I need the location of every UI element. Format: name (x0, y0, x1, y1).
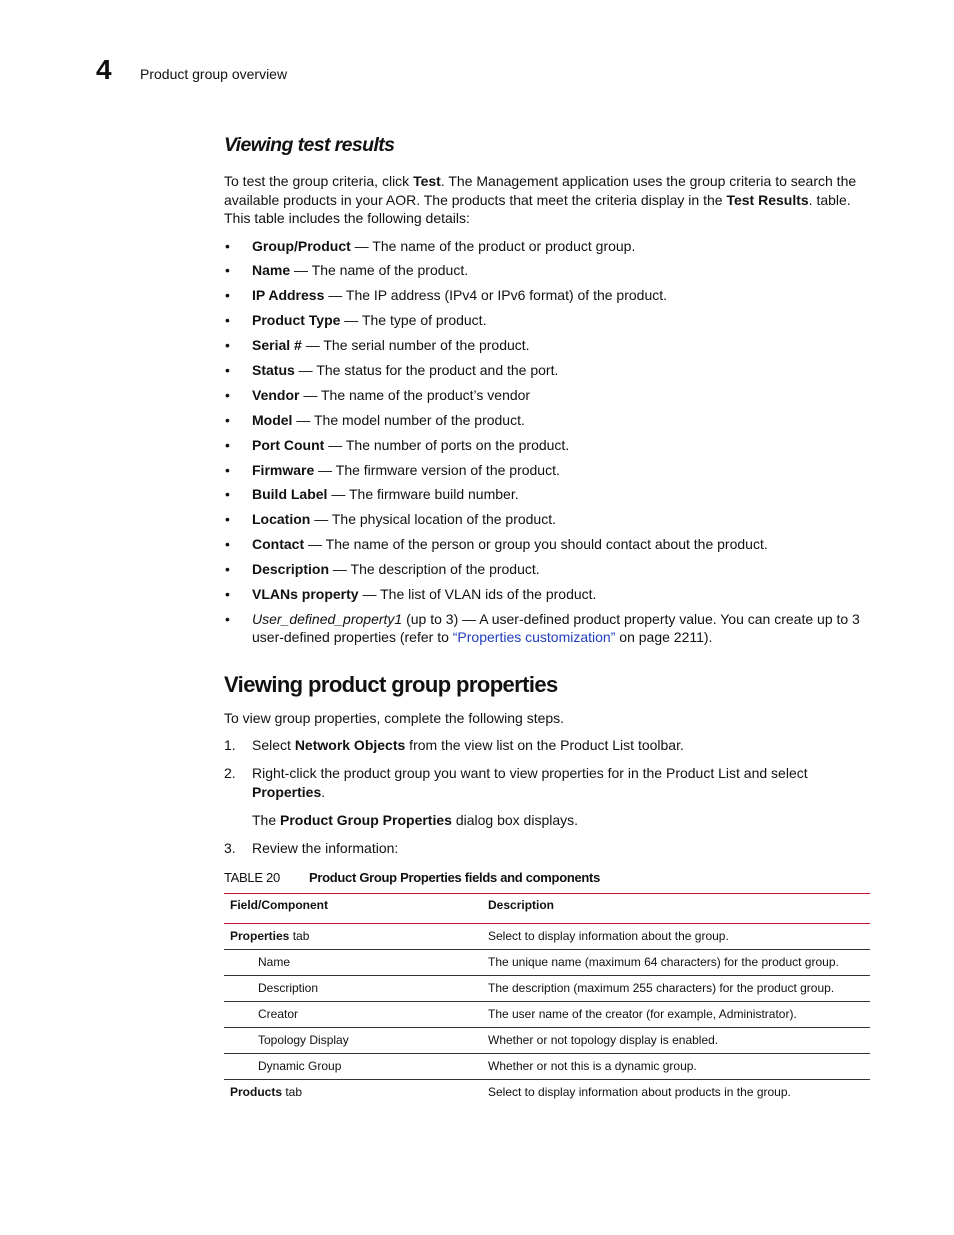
list-item: • User_defined_property1 (up to 3) — A user-defined product property value. You can create up to 3 user-defined properties (refer to “Properties customization” on page 2211). (225, 610, 860, 646)
properties-customization-link[interactable]: “Properties customization” (452, 629, 616, 646)
test-results-intro: To test the group criteria, click Test. The Management application uses the group criteria to search the available products in your AOR. The products that meet the criteria display in the Test Results. table. This table includes the following details: (224, 173, 857, 226)
bullet-icon: • (225, 237, 230, 254)
page-content (224, 132, 870, 1105)
list-item: • IP Address — The IP address (IPv4 or IPv6 format) of the product. (225, 287, 668, 304)
table-row (224, 975, 870, 1001)
table-cell: The unique name (maximum 64 characters) for the product group. (482, 949, 870, 975)
column-header: Field/Component (224, 893, 482, 923)
bullet-icon: • (225, 561, 230, 578)
bullet-icon: • (225, 536, 230, 553)
table-cell: Whether or not topology display is enabled. (482, 1027, 870, 1053)
table-cell: Creator (224, 1001, 482, 1027)
table-row (224, 923, 870, 949)
bullet-icon: • (225, 337, 230, 354)
table-cell: Dynamic Group (224, 1053, 482, 1079)
table-cell: Select to display information about the group. (482, 923, 870, 949)
step-1: 1. Select Network Objects from the view list on the Product List toolbar. (224, 737, 684, 754)
table-title: Product Group Properties fields and components (309, 870, 601, 886)
bullet-icon: • (225, 585, 230, 602)
bullet-icon: • (225, 386, 230, 403)
list-item: • Port Count — The number of ports on the product. (225, 436, 570, 453)
table-cell: Description (224, 975, 482, 1001)
list-item: • Status — The status for the product and the port. (225, 361, 559, 378)
section-heading-group-properties: Viewing product group properties (224, 671, 558, 697)
table-cell: The description (maximum 255 characters) for the product group. (482, 975, 870, 1001)
list-item: • Build Label — The firmware build number. (225, 486, 519, 503)
list-item: • Serial # — The serial number of the product. (225, 337, 530, 354)
table-number: TABLE 20 (224, 870, 280, 886)
bullet-icon: • (225, 486, 230, 503)
bullet-icon: • (225, 411, 230, 428)
table-row (224, 949, 870, 975)
table-row (224, 1079, 870, 1105)
properties-table (224, 893, 870, 1105)
list-item: • Vendor — The name of the product’s vendor (225, 386, 531, 403)
bullet-icon: • (225, 312, 230, 329)
table-header-row (224, 893, 870, 923)
list-item: • Model — The model number of the product. (225, 411, 525, 428)
test-results-details-list (224, 237, 870, 647)
bullet-icon: • (225, 610, 230, 627)
list-item: • Group/Product — The name of the product or product group. (225, 237, 636, 254)
table-cell: Name (224, 949, 482, 975)
chapter-title: Product group overview (140, 66, 288, 82)
chapter-number: 4 (96, 54, 112, 85)
list-item: • Firmware — The firmware version of the product. (225, 461, 560, 478)
table-row (224, 1001, 870, 1027)
group-properties-intro: To view group properties, complete the following steps. (224, 709, 565, 726)
list-item: • Description — The description of the product. (225, 561, 540, 578)
list-item: • Location — The physical location of the product. (225, 511, 556, 528)
bullet-icon: • (225, 287, 230, 304)
table-cell: Properties tab (224, 923, 482, 949)
step-2-note: The Product Group Properties dialog box displays. (252, 811, 579, 828)
column-header: Description (482, 893, 870, 923)
bullet-icon: • (225, 511, 230, 528)
section-heading-test-results: Viewing test results (224, 134, 395, 156)
steps-list-continued (224, 839, 870, 858)
table-cell: Products tab (230, 1084, 303, 1099)
steps-list (224, 736, 870, 801)
bullet-icon: • (225, 461, 230, 478)
test-results-ref: Test Results (726, 191, 809, 208)
list-item: • Product Type — The type of product. (225, 312, 487, 329)
table-cell: The user name of the creator (for example, Administrator). (482, 1001, 870, 1027)
list-item: • Contact — The name of the person or group you should contact about the product. (225, 536, 768, 553)
list-item: • Name — The name of the product. (225, 262, 469, 279)
table-row (224, 1053, 870, 1079)
bullet-icon: • (225, 262, 230, 279)
table-caption (224, 869, 870, 888)
step-3: 3. Review the information: (224, 839, 399, 856)
table-cell: Select to display information about products in the group. (488, 1084, 791, 1099)
bullet-icon: • (225, 361, 230, 378)
test-button-ref: Test (413, 173, 441, 189)
bullet-icon: • (225, 436, 230, 453)
table-cell: Topology Display (224, 1027, 482, 1053)
table-row (224, 1027, 870, 1053)
step-2: 2. Right-click the product group you want to view properties for in the Product List and select Properties. (224, 765, 808, 800)
table-cell: Whether or not this is a dynamic group. (482, 1053, 870, 1079)
list-item: • VLANs property — The list of VLAN ids of the product. (225, 585, 597, 602)
